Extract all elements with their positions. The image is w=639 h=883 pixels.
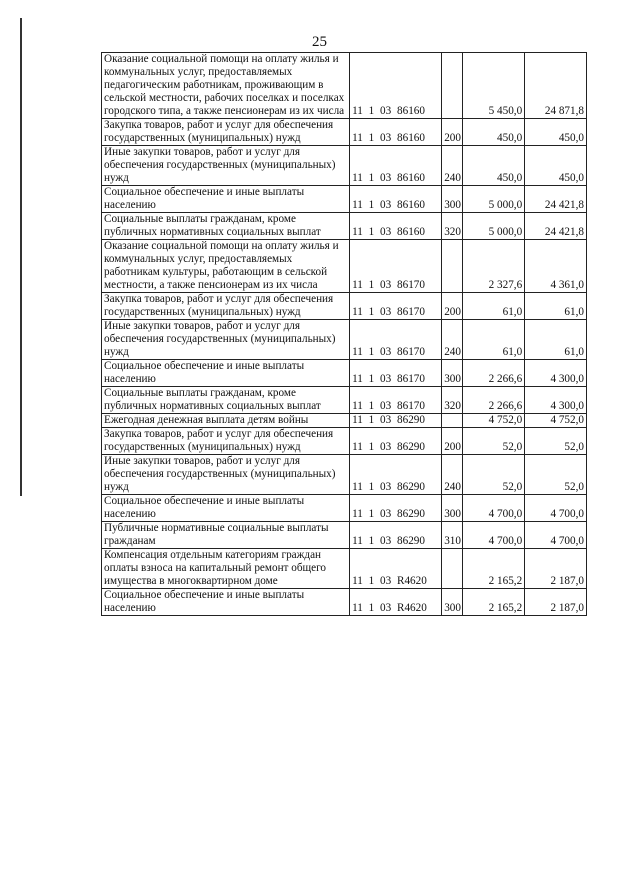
row-expense-type: 200 [442, 119, 463, 146]
row-expense-type [442, 240, 463, 293]
page-number: 25 [312, 34, 327, 50]
table-row [102, 428, 587, 455]
row-sum-2: 24 871,8 [525, 53, 587, 119]
row-sum-2: 4 700,0 [525, 522, 587, 549]
table-row [102, 213, 587, 240]
table-row [102, 522, 587, 549]
row-expense-type: 300 [442, 360, 463, 387]
row-code: 11 1 03 86170 [350, 360, 442, 387]
row-expense-type: 200 [442, 428, 463, 455]
row-expense-type [442, 53, 463, 119]
row-code: 11 1 03 86290 [350, 414, 442, 428]
row-code: 11 1 03 R4620 [350, 549, 442, 589]
table-row [102, 414, 587, 428]
row-sum-1: 52,0 [463, 428, 525, 455]
row-code: 11 1 03 86160 [350, 213, 442, 240]
row-name: Закупка товаров, работ и услуг для обеспечения государственных (муниципальных) нужд [102, 293, 350, 320]
row-sum-1: 4 700,0 [463, 522, 525, 549]
row-name: Социальное обеспечение и иные выплаты населению [102, 495, 350, 522]
row-sum-2: 24 421,8 [525, 186, 587, 213]
row-expense-type: 240 [442, 455, 463, 495]
row-sum-1: 450,0 [463, 146, 525, 186]
row-name: Иные закупки товаров, работ и услуг для обеспечения государственных (муниципальных) нужд [102, 146, 350, 186]
table-row [102, 119, 587, 146]
row-sum-2: 52,0 [525, 428, 587, 455]
table-row [102, 146, 587, 186]
row-sum-2: 61,0 [525, 293, 587, 320]
row-sum-2: 450,0 [525, 146, 587, 186]
row-name: Ежегодная денежная выплата детям войны [102, 414, 350, 428]
row-sum-1: 52,0 [463, 455, 525, 495]
row-sum-1: 450,0 [463, 119, 525, 146]
row-sum-2: 24 421,8 [525, 213, 587, 240]
row-name: Закупка товаров, работ и услуг для обеспечения государственных (муниципальных) нужд [102, 119, 350, 146]
row-expense-type: 200 [442, 293, 463, 320]
row-code: 11 1 03 86160 [350, 146, 442, 186]
row-sum-2: 61,0 [525, 320, 587, 360]
row-name: Публичные нормативные социальные выплаты гражданам [102, 522, 350, 549]
row-name: Социальное обеспечение и иные выплаты населению [102, 589, 350, 616]
row-sum-2: 450,0 [525, 119, 587, 146]
row-name: Иные закупки товаров, работ и услуг для обеспечения государственных (муниципальных) нужд [102, 455, 350, 495]
row-sum-2: 4 300,0 [525, 387, 587, 414]
row-expense-type: 300 [442, 495, 463, 522]
row-sum-1: 2 266,6 [463, 360, 525, 387]
row-expense-type [442, 414, 463, 428]
row-code: 11 1 03 R4620 [350, 589, 442, 616]
row-code: 11 1 03 86170 [350, 320, 442, 360]
table-row [102, 455, 587, 495]
row-sum-2: 4 300,0 [525, 360, 587, 387]
row-expense-type: 320 [442, 213, 463, 240]
table-row [102, 240, 587, 293]
row-sum-1: 2 165,2 [463, 549, 525, 589]
row-expense-type: 240 [442, 320, 463, 360]
row-code: 11 1 03 86170 [350, 293, 442, 320]
row-sum-2: 2 187,0 [525, 549, 587, 589]
row-sum-1: 5 000,0 [463, 186, 525, 213]
row-name: Оказание социальной помощи на оплату жилья и коммунальных услуг, предоставляемых педагогическим работникам, проживающим в сельской местности, рабочих поселках и поселках городского типа, а также пенсионерам из их числа [102, 53, 350, 119]
row-expense-type: 240 [442, 146, 463, 186]
table-row [102, 495, 587, 522]
budget-table [101, 52, 587, 616]
row-expense-type: 320 [442, 387, 463, 414]
table-row [102, 320, 587, 360]
row-name: Социальные выплаты гражданам, кроме публичных нормативных социальных выплат [102, 387, 350, 414]
row-code: 11 1 03 86170 [350, 240, 442, 293]
row-sum-1: 5 000,0 [463, 213, 525, 240]
row-name: Социальное обеспечение и иные выплаты населению [102, 360, 350, 387]
row-code: 11 1 03 86290 [350, 428, 442, 455]
table-row [102, 549, 587, 589]
row-code: 11 1 03 86290 [350, 495, 442, 522]
row-expense-type: 300 [442, 589, 463, 616]
row-sum-1: 2 266,6 [463, 387, 525, 414]
row-sum-1: 4 752,0 [463, 414, 525, 428]
table-row [102, 293, 587, 320]
row-name: Закупка товаров, работ и услуг для обеспечения государственных (муниципальных) нужд [102, 428, 350, 455]
row-sum-1: 2 327,6 [463, 240, 525, 293]
row-code: 11 1 03 86290 [350, 522, 442, 549]
table-row [102, 186, 587, 213]
table-row [102, 53, 587, 119]
row-code: 11 1 03 86170 [350, 387, 442, 414]
row-code: 11 1 03 86160 [350, 53, 442, 119]
row-name: Социальное обеспечение и иные выплаты населению [102, 186, 350, 213]
row-sum-2: 2 187,0 [525, 589, 587, 616]
row-code: 11 1 03 86160 [350, 119, 442, 146]
row-sum-2: 52,0 [525, 455, 587, 495]
margin-line [20, 18, 22, 496]
row-sum-1: 5 450,0 [463, 53, 525, 119]
row-sum-1: 2 165,2 [463, 589, 525, 616]
row-sum-1: 4 700,0 [463, 495, 525, 522]
row-name: Оказание социальной помощи на оплату жилья и коммунальных услуг, предоставляемых работникам культуры, работающим в сельской местности, а также пенсионерам из их числа [102, 240, 350, 293]
row-sum-2: 4 752,0 [525, 414, 587, 428]
row-expense-type: 310 [442, 522, 463, 549]
row-code: 11 1 03 86290 [350, 455, 442, 495]
row-expense-type: 300 [442, 186, 463, 213]
row-expense-type [442, 549, 463, 589]
table-row [102, 387, 587, 414]
row-name: Компенсация отдельным категориям граждан оплаты взноса на капитальный ремонт общего имущества в многоквартирном доме [102, 549, 350, 589]
row-sum-2: 4 700,0 [525, 495, 587, 522]
row-sum-1: 61,0 [463, 293, 525, 320]
table-row [102, 360, 587, 387]
budget-table-body [102, 53, 587, 616]
row-sum-1: 61,0 [463, 320, 525, 360]
table-row [102, 589, 587, 616]
row-sum-2: 4 361,0 [525, 240, 587, 293]
row-name: Социальные выплаты гражданам, кроме публичных нормативных социальных выплат [102, 213, 350, 240]
row-code: 11 1 03 86160 [350, 186, 442, 213]
row-name: Иные закупки товаров, работ и услуг для обеспечения государственных (муниципальных) нужд [102, 320, 350, 360]
